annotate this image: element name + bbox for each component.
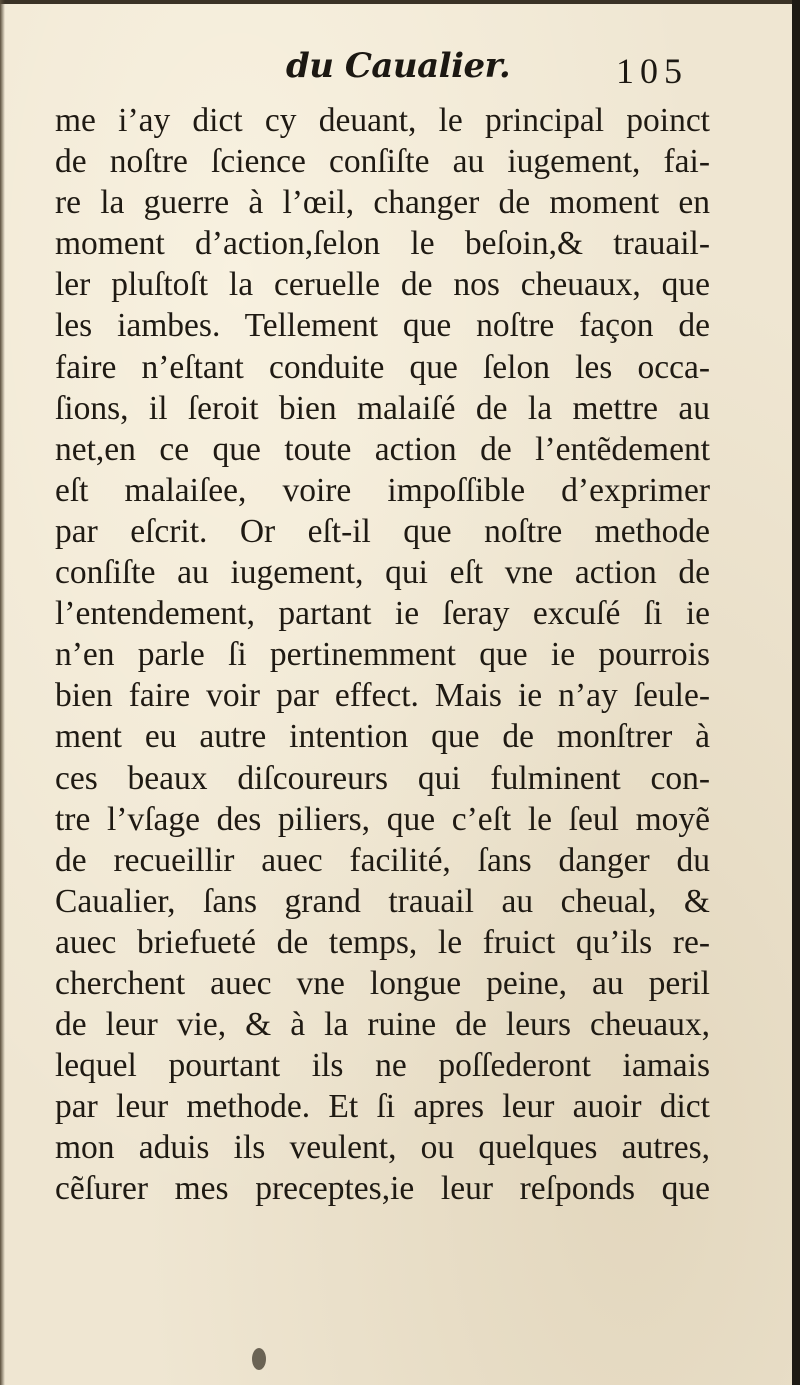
text-line: tre l’vſage des piliers, que c’eſt le ſeul moyẽ [55,800,710,838]
text-line: par eſcrit. Or eſt-il que noſtre methode [55,512,710,550]
text-line: re la guerre à l’œil, changer de moment en [55,184,710,222]
ink-blot [252,1348,266,1370]
text-line: ment eu autre intention que de monſtrer à [55,718,710,756]
text-line: de noſtre ſcience conſiſte au iugement, fai- [55,143,710,181]
page-outer-edge [792,0,800,1385]
text-line: Caualier, ſans grand trauail au cheual, & [55,882,710,920]
text-line: n’en parle ſi pertinemment que ie pourrois [55,636,710,674]
text-line: l’entendement, partant ie ſeray excuſé ſi ie [55,595,710,633]
text-line: de recueillir auec facilité, ſans danger du [55,841,710,879]
text-line: eſt malaiſee, voire impoſſible d’exprimer [55,471,710,509]
page-number: 105 [616,51,688,91]
text-line: mon aduis ils veulent, ou quelques autres, [55,1129,710,1167]
page-top-edge [0,0,792,4]
page-header [0,40,792,100]
body-text [55,100,710,1210]
text-line: faire n’eſtant conduite que ſelon les occa- [55,348,710,386]
text-line: de leur vie, & à la ruine de leurs cheuaux, [55,1006,710,1044]
text-line: ſions, il ſeroit bien malaiſé de la mettre au [55,389,710,427]
text-line: conſiſte au iugement, qui eſt vne action de [55,554,710,592]
running-title: du Caualier. [286,46,511,86]
text-line: net,en ce que toute action de l’entẽdement [55,430,710,468]
text-line: cẽſurer mes preceptes,ie leur reſponds que [55,1170,710,1208]
page-gutter-shadow [0,0,5,1385]
text-line: bien faire voir par effect. Mais ie n’ay ſeule- [55,677,710,715]
text-line: ces beaux diſcoureurs qui fulminent con- [55,759,710,797]
text-line: par leur methode. Et ſi apres leur auoir dict [55,1088,710,1126]
text-line: lequel pourtant ils ne poſſederont iamais [55,1047,710,1085]
text-line: auec briefueté de temps, le fruict qu’ils re- [55,923,710,961]
text-line: ler pluſtoſt la ceruelle de nos cheuaux, que [55,266,710,304]
text-line: les iambes. Tellement que noſtre façon de [55,307,710,345]
text-line: me i’ay dict cy deuant, le principal poinct [55,102,710,139]
text-line: moment d’action,ſelon le beſoin,& trauail- [55,225,710,263]
text-line: cherchent auec vne longue peine, au peril [55,964,710,1002]
